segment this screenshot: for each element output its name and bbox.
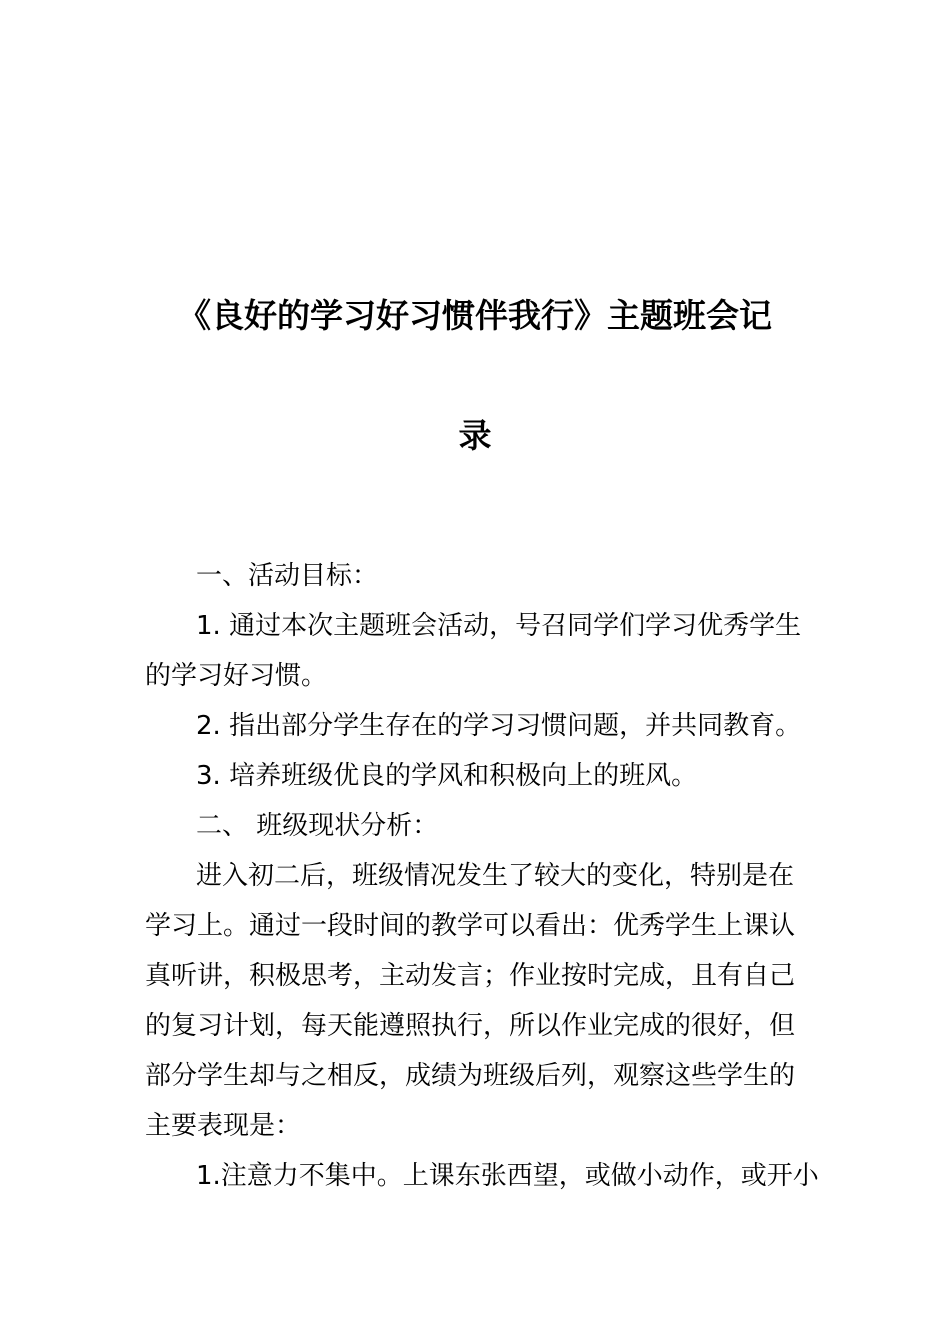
document-title-line-1: 《良好的学习好习惯伴我行》主题班会记: [178, 296, 772, 335]
section-heading-class-analysis: 二、 班级现状分析：: [196, 811, 439, 841]
document-title-line-2: 录: [458, 416, 492, 455]
goal-item-3: 3. 培养班级优良的学风和积极向上的班风。: [196, 761, 698, 791]
analysis-paragraph-line-3: 真听讲，积极思考，主动发言；作业按时完成，且有自己: [145, 961, 796, 991]
analysis-paragraph-line-2: 学习上。通过一段时间的教学可以看出：优秀学生上课认: [145, 911, 796, 941]
analysis-paragraph-line-5: 部分学生却与之相反，成绩为班级后列，观察这些学生的: [145, 1061, 796, 1091]
analysis-paragraph-line-1: 进入初二后，班级情况发生了较大的变化，特别是在: [196, 861, 795, 891]
goal-item-1: 1. 通过本次主题班会活动，号召同学们学习优秀学生: [196, 611, 802, 641]
analysis-paragraph-line-4: 的复习计划，每天能遵照执行，所以作业完成的很好，但: [145, 1011, 796, 1041]
issue-item-1: 1.注意力不集中。上课东张西望，或做小动作，或开小: [196, 1161, 819, 1191]
goal-item-2: 2. 指出部分学生存在的学习习惯问题，并共同教育。: [196, 711, 802, 741]
analysis-paragraph-line-6: 主要表现是：: [145, 1111, 302, 1141]
goal-item-1-continued: 的学习好习惯。: [145, 661, 328, 691]
section-heading-activity-goals: 一、活动目标：: [196, 561, 379, 591]
